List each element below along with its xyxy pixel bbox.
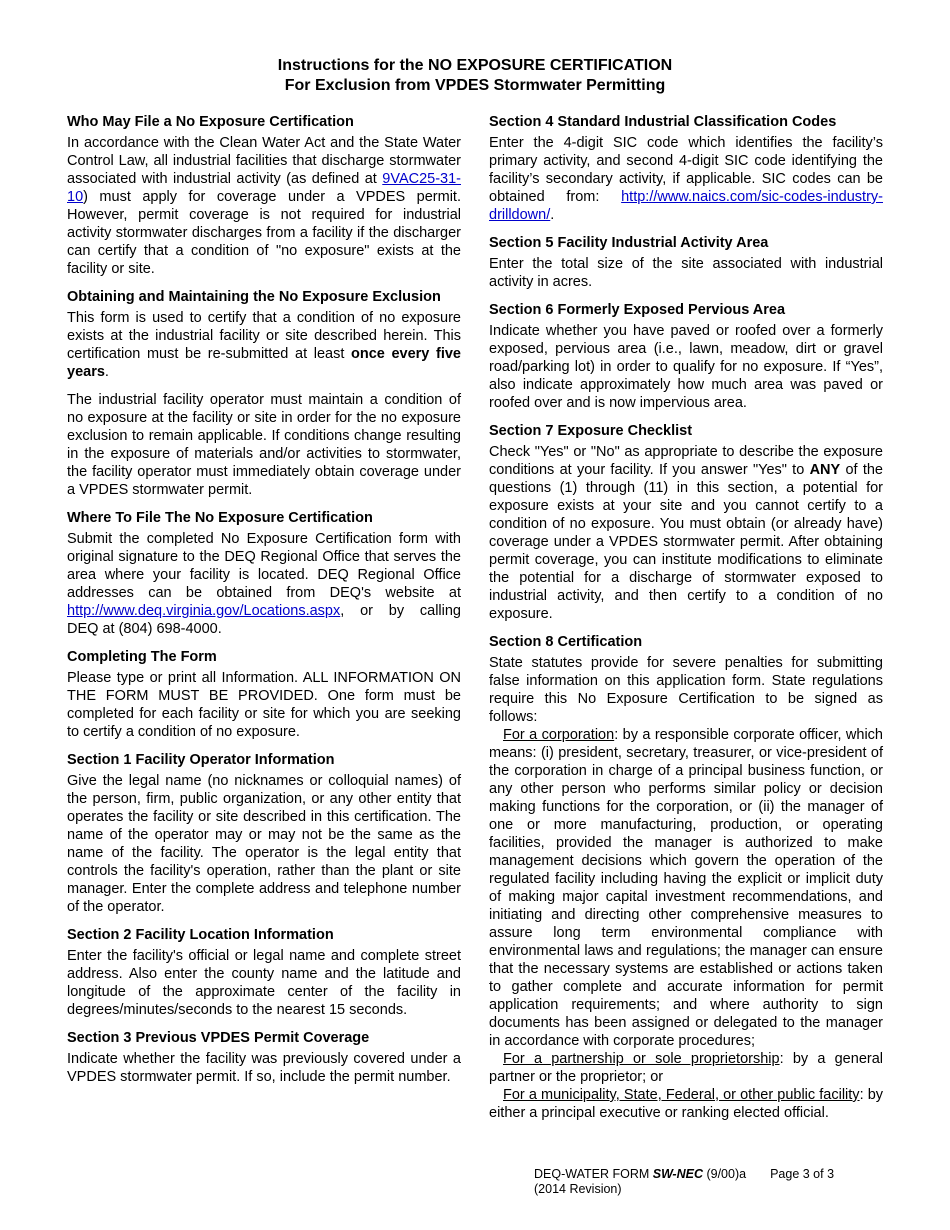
- form-suffix: (9/00)a: [702, 1167, 747, 1181]
- section-5-text: Enter the total size of the site associated with industrial activity in acres.: [489, 256, 883, 290]
- completing-heading: Completing The Form: [67, 649, 217, 665]
- section-8-intro: State statutes provide for severe penalties for submitting false information on this application form. State regulations require this No Exposure Certification to be signed as follows:: [489, 655, 883, 725]
- section-2-heading: Section 2 Facility Location Information: [67, 927, 334, 943]
- section-1: [67, 751, 461, 916]
- where-text-part1: Submit the completed No Exposure Certification form with original signature to the DEQ Regional Office that serves the area where your facility is located. DEQ Regional Office addresses can be obtained from DEQ's website at: [67, 531, 461, 601]
- section-2: [67, 926, 461, 1019]
- who-section: [67, 113, 461, 278]
- section-4-heading: Section 4 Standard Industrial Classification Codes: [489, 114, 837, 130]
- section-4-text: [489, 134, 883, 224]
- regulation-link[interactable]: 9VAC25-31-10: [67, 171, 461, 205]
- section-5-heading: Section 5 Facility Industrial Activity Area: [489, 235, 769, 251]
- section-4: [489, 113, 883, 224]
- section-7-bold-any: ANY: [809, 462, 841, 478]
- section-4-text-part2: .: [550, 207, 555, 223]
- section-2-text: Enter the facility's official or legal name and complete street address. Also enter the county name and the latitude and longitude of the approximate center of the facility in degrees/minutes/seconds to the nearest 15 seconds.: [67, 948, 461, 1018]
- partnership-label: For a partnership or sole proprietorship: [503, 1051, 780, 1067]
- section-8-municipality: [489, 1086, 883, 1122]
- section-6-heading: Section 6 Formerly Exposed Pervious Area: [489, 302, 786, 318]
- corporation-label: For a corporation: [503, 727, 615, 743]
- section-6: [489, 301, 883, 412]
- obtain-paragraph-1: [67, 309, 461, 381]
- section-8-partnership: [489, 1050, 883, 1086]
- who-text-part2: ) must apply for coverage under a VPDES permit. However, permit coverage is not required for industrial activity stormwater discharges from a facility if the discharger can certify that a condition of "no exposure" exists at the facility or site.: [67, 189, 461, 277]
- section-8: [489, 633, 883, 1122]
- section-7: [489, 422, 883, 623]
- title-line-1: Instructions for the NO EXPOSURE CERTIFICATION: [277, 57, 673, 74]
- title-line-2: For Exclusion from VPDES Stormwater Permitting: [284, 77, 666, 94]
- obtain-heading: Obtaining and Maintaining the No Exposure Exclusion: [67, 289, 441, 305]
- section-3-heading: Section 3 Previous VPDES Permit Coverage: [67, 1030, 370, 1046]
- section-7-text-part2: of the questions (1) through (11) in this section, a potential for exposure exists at your site and you cannot certify to a condition of no exposure. You must obtain (or already have) coverage under a VPDES stormwater permit. After obtaining permit coverage, you can institute modifications to eliminate the potential for a discharge of stormwater exposed to industrial activity, and then certify to a condition of no exposure.: [489, 462, 883, 622]
- section-3: [67, 1029, 461, 1086]
- page-number: Page 3 of 3: [770, 1167, 835, 1181]
- section-8-corporation: [489, 726, 883, 1050]
- who-text-part1: In accordance with the Clean Water Act and the State Water Control Law, all industrial facilities that discharge stormwater associated with industrial activity (as defined at: [67, 135, 461, 187]
- section-1-text: Give the legal name (no nicknames or colloquial names) of the person, firm, public organization, or any other entity that operates the facility or site described in this certification. The name of the operator may or may not be the same as the name of the facility. The operator is the legal entity that controls the facility's operation, rather than the plant or site manager. Enter the complete address and telephone number of the operator.: [67, 773, 461, 915]
- left-column: [67, 113, 461, 1096]
- completing-section: [67, 648, 461, 741]
- where-text: [67, 530, 461, 638]
- municipality-label: For a municipality, State, Federal, or other public facility: [503, 1087, 860, 1103]
- sic-codes-link[interactable]: http://www.naics.com/sic-codes-industry-drilldown/: [489, 189, 883, 223]
- who-heading: Who May File a No Exposure Certification: [67, 114, 354, 130]
- section-7-text-part1: Check "Yes" or "No" as appropriate to describe the exposure conditions at your facility. If you answer "Yes" to: [489, 444, 883, 478]
- footer-line-1: [534, 1167, 834, 1182]
- where-text-part2: , or by calling DEQ at (804) 698-4000.: [67, 603, 461, 637]
- document-title: [0, 56, 950, 96]
- section-7-heading: Section 7 Exposure Checklist: [489, 423, 693, 439]
- obtain-p1-end: .: [104, 364, 109, 380]
- corporation-text: : by a responsible corporate officer, which means: (i) president, secretary, treasurer, or vice-president of the corporation in charge of a principal business function, or any other person who performs similar policy or decision making functions for the corporation, or (ii) the manager of one or more manufacturing, production, or operating facilities, provided the manager is authorized to make management decisions which govern the operation of the regulated facility including having the explicit or implicit duty of making major capital investment recommendations, and initiating and directing other comprehensive measures to assure long term environmental compliance with environmental laws and regulations; the manager can ensure that the necessary systems are established or actions taken to gather complete and accurate information for permit application requirements; and where authority to sign documents has been assigned or delegated to the manager in accordance with corporate procedures;: [489, 727, 883, 1049]
- page-footer: [534, 1167, 834, 1197]
- municipality-text: : by either a principal executive or ranking elected official.: [489, 1087, 884, 1121]
- section-6-text: Indicate whether you have paved or roofed over a formerly exposed, pervious area (i.e., lawn, meadow, dirt or gravel road/parking lot) in order to qualify for no exposure. If “Yes”, also indicate approximately how much area was paved or roofed over and is now impervious area.: [489, 323, 883, 411]
- completing-text: Please type or print all Information. ALL INFORMATION ON THE FORM MUST BE PROVIDED. One form must be completed for each facility or site for which you are seeking to certify a condition of no exposure.: [67, 670, 461, 740]
- partnership-text: : by a general partner or the proprietor; or: [489, 1051, 883, 1085]
- section-8-heading: Section 8 Certification: [489, 634, 643, 650]
- section-7-text: [489, 443, 883, 623]
- form-code: SW-NEC: [652, 1167, 703, 1181]
- right-column: [489, 113, 883, 1132]
- who-text: [67, 134, 461, 278]
- obtain-paragraph-2: The industrial facility operator must maintain a condition of no exposure at the facility or site in order for the no exposure exclusion to remain applicable. If conditions change resulting in the exposure of materials and/or activities to stormwater, the facility operator must immediately obtain coverage under a VPDES stormwater permit.: [67, 392, 461, 498]
- footer-revision: (2014 Revision): [534, 1182, 622, 1196]
- where-section: [67, 509, 461, 638]
- obtain-p1-text: This form is used to certify that a condition of no exposure exists at the industrial facility or site described herein. This certification must be re-submitted at least: [67, 310, 461, 362]
- section-3-text: Indicate whether the facility was previously covered under a VPDES stormwater permit. If so, include the permit number.: [67, 1051, 461, 1085]
- form-prefix: DEQ-WATER FORM: [534, 1167, 653, 1181]
- section-5: [489, 234, 883, 291]
- obtain-section: [67, 288, 461, 499]
- section-4-text-part1: Enter the 4-digit SIC code which identifies the facility’s primary activity, and second 4-digit SIC code identifying the facility’s secondary activity, if applicable. SIC codes can be obtained from:: [489, 135, 883, 205]
- locations-link[interactable]: http://www.deq.virginia.gov/Locations.aspx: [67, 603, 341, 619]
- section-1-heading: Section 1 Facility Operator Information: [67, 752, 335, 768]
- obtain-p1-bold: once every five years: [67, 346, 461, 380]
- where-heading: Where To File The No Exposure Certification: [67, 510, 373, 526]
